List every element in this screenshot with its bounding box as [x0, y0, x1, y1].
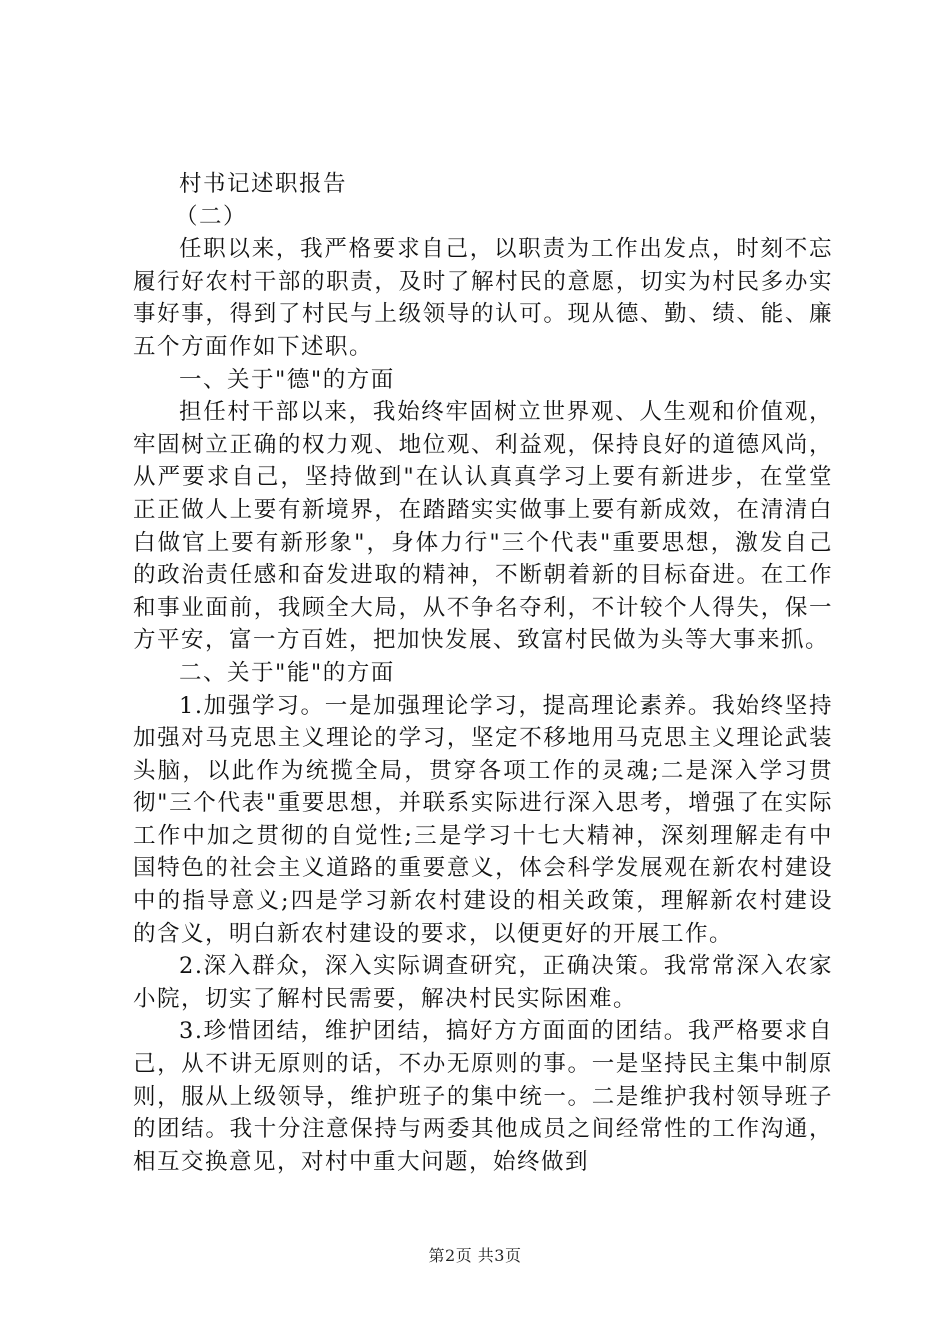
- document-subtitle: （二）: [175, 203, 248, 230]
- paragraph-de: 担任村干部以来，我始终牢固树立世界观、人生观和价值观，牢固树立正确的权力观、地位观、利益观，保持良好的道德风尚，从严要求自己，坚持做到"在认认真真学习上要有新进步，在堂堂正正做人上要有新境界，在踏踏实实做事上要有新成效，在清清白白做官上要有新形象"，身体力行"三个代表"重要思想，激发自己的政治责任感和奋发进取的精神，不断朝着新的目标奋进。在工作和事业面前，我顾全大局，从不争名夺利，不计较个人得失，保一方平安，富一方百姓，把加快发展、致富村民做为头等大事来抓。: [133, 399, 833, 654]
- section-heading-de: 一、关于"德"的方面: [179, 366, 395, 393]
- page-number: 第2页 共3页: [428, 1246, 522, 1265]
- section-heading-neng: 二、关于"能"的方面: [179, 659, 395, 686]
- paragraph-study: 1.加强学习。一是加强理论学习，提高理论素养。我始终坚持加强对马克思主义理论的学习，坚定不移地用马克思主义理论武装头脑，以此作为统揽全局，贯穿各项工作的灵魂;二是深入学习贯彻"三个代表"重要思想，并联系实际进行深入思考，增强了在实际工作中加之贯彻的自觉性;三是学习十七大精神，深刻理解走有中国特色的社会主义道路的重要意义，体会科学发展观在新农村建设中的指导意义;四是学习新农村建设的相关政策，理解新农村建设的含义，明白新农村建设的要求，以便更好的开展工作。: [133, 692, 833, 947]
- paragraph-unity: 3.珍惜团结，维护团结，搞好方方面面的团结。我严格要求自己，从不讲无原则的话，不办无原则的事。一是坚持民主集中制原则，服从上级领导，维护班子的集中统一。二是维护我村领导班子的团结。我十分注意保持与两委其他成员之间经常性的工作沟通，相互交换意见，对村中重大问题，始终做到: [133, 1018, 833, 1175]
- paragraph-masses: 2.深入群众，深入实际调查研究，正确决策。我常常深入农家小院，切实了解村民需要，解决村民实际困难。: [133, 953, 833, 1012]
- document-title: 村书记述职报告: [179, 171, 348, 197]
- paragraph-intro: 任职以来，我严格要求自己，以职责为工作出发点，时刻不忘履行好农村干部的职责，及时了解村民的意愿，切实为村民多办实事好事，得到了村民与上级领导的认可。现从德、勤、绩、能、廉五个方面作如下述职。: [133, 236, 833, 360]
- document-body: [133, 168, 833, 1178]
